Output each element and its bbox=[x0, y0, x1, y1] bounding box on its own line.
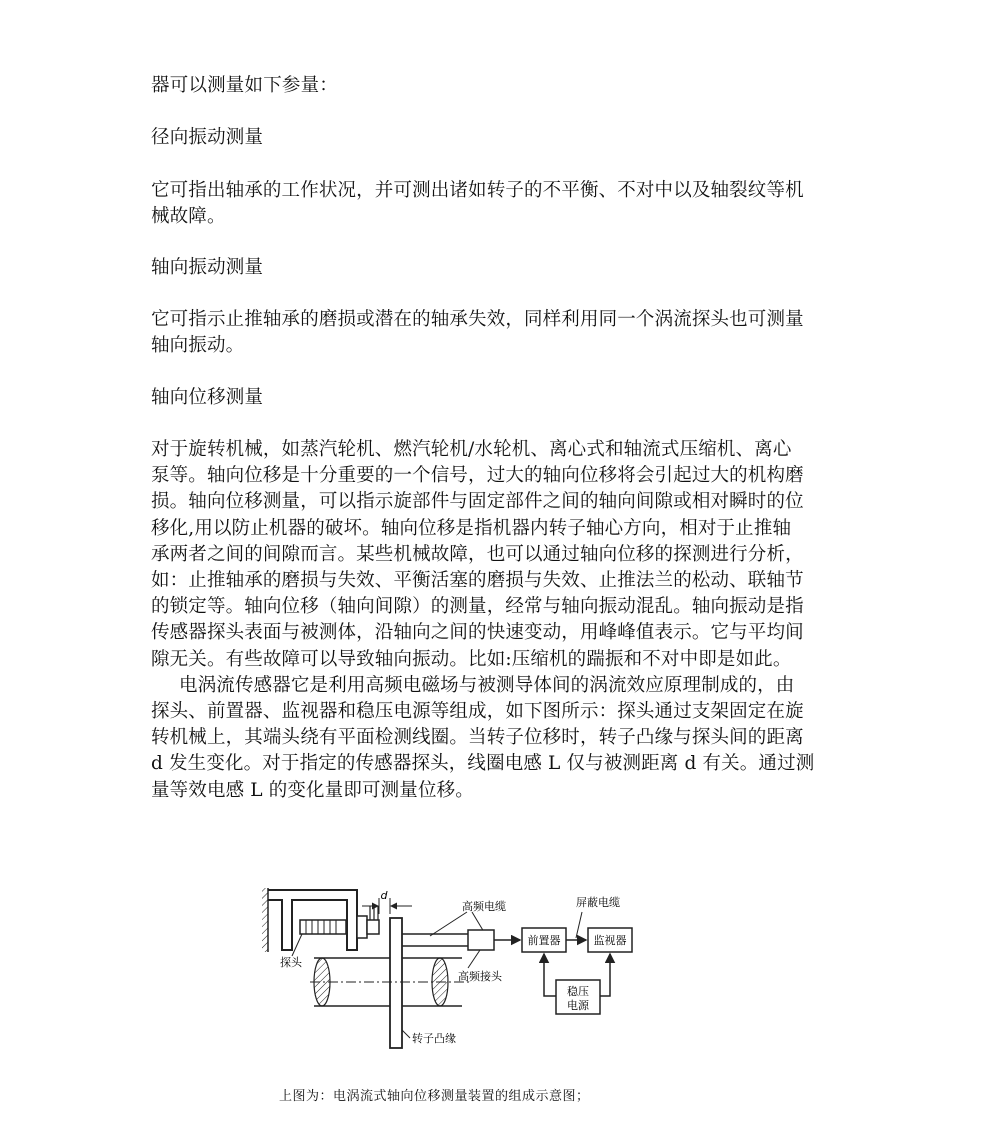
paragraph-line: 移化,用以防止机器的破坏。轴向位移是指机器内转子轴心方向，相对于止推轴 bbox=[151, 517, 792, 539]
intro-line: 器可以测量如下参量： bbox=[151, 75, 339, 96]
label-hf-connector: 高频接头 bbox=[458, 970, 502, 983]
label-rotor-flange: 转子凸缘 bbox=[412, 1032, 456, 1045]
paragraph-line: 转机械上，其端头绕有平面检测线圈。当转子位移时，转子凸缘与探头间的距离 bbox=[151, 727, 804, 749]
section-heading-axial-displacement: 轴向位移测量 bbox=[151, 387, 264, 408]
shield-cable-leader bbox=[576, 912, 582, 938]
section-heading-radial: 径向振动测量 bbox=[151, 127, 264, 148]
paragraph-line-indented: 电涡流传感器它是利用高频电磁场与被测导体间的涡流效应原理制成的，由 bbox=[179, 674, 795, 696]
paragraph-line: 传感器探头表面与被测体，沿轴向之间的快速变动，用峰峰值表示。它与平均间 bbox=[151, 622, 804, 644]
paragraph-line: 隙无关。有些故障可以导致轴向振动。比如:压缩机的踹振和不对中即是如此。 bbox=[151, 648, 792, 670]
hf-connector-leader bbox=[468, 950, 480, 968]
probe bbox=[300, 904, 379, 938]
paragraph-line: 如：止推轴承的磨损与失效、平衡活塞的磨损与失效、止推法兰的松动、联轴节 bbox=[151, 570, 804, 592]
label-d: d bbox=[380, 889, 388, 902]
figure-caption: 上图为：电涡流式轴向位移测量装置的组成示意图； bbox=[279, 1089, 590, 1104]
paragraph-line: 械故障。 bbox=[151, 206, 226, 228]
hf-cable bbox=[402, 912, 520, 946]
paragraph-line: 损。轴向位移测量，可以指示旋部件与固定部件之间的轴向间隙或相对瞬时的位 bbox=[151, 491, 804, 513]
paragraph-line: 它可指示止推轴承的磨损或潜在的轴承失效，同样利用同一个涡流探头也可测量 bbox=[151, 309, 804, 330]
label-monitor: 监视器 bbox=[593, 934, 627, 947]
paragraph-line: 它可指出轴承的工作状况，并可测出诸如转子的不平衡、不对中以及轴裂纹等机 bbox=[151, 180, 804, 201]
label-shield-cable: 屏蔽电缆 bbox=[576, 896, 620, 909]
paragraph-axial-vibration bbox=[151, 307, 843, 359]
label-probe: 探头 bbox=[280, 956, 302, 969]
rotor-flange bbox=[390, 918, 402, 1048]
rotor-flange-leader bbox=[402, 1030, 410, 1038]
paragraph-radial bbox=[151, 178, 843, 230]
paragraph-line: 承两者之间的间隙而言。某些机械故障，也可以通过轴向位移的探测进行分析， bbox=[151, 543, 804, 565]
label-preamp: 前置器 bbox=[527, 934, 561, 947]
paragraph-line: 的锁定等。轴向位移（轴向间隙）的测量，经常与轴向振动混乱。轴向振动是指 bbox=[151, 596, 804, 618]
paragraph-line: 泵等。轴向位移是十分重要的一个信号，过大的轴向位移将会引起过大的机构磨 bbox=[151, 465, 804, 487]
eddy-current-diagram bbox=[262, 884, 642, 1054]
paragraph-line: d 发生变化。对于指定的传感器探头，线圈电感 L 仅与被测距离 d 有关。通过测 bbox=[151, 753, 815, 775]
hf-connector bbox=[468, 930, 494, 950]
paragraph-line: 轴向振动。 bbox=[151, 335, 245, 357]
label-psu-line1: 稳压 bbox=[567, 985, 589, 998]
label-psu-line2: 电源 bbox=[567, 999, 589, 1012]
paragraph-line: 探头、前置器、监视器和稳压电源等组成，如下图所示：探头通过支架固定在旋 bbox=[151, 701, 804, 723]
section-heading-axial-vibration: 轴向振动测量 bbox=[151, 257, 264, 278]
probe-leader bbox=[292, 934, 302, 956]
paragraph-axial-displacement bbox=[151, 437, 843, 804]
paragraph-line: 量等效电感 L 的变化量即可测量位移。 bbox=[151, 779, 474, 801]
label-hf-cable: 高频电缆 bbox=[462, 900, 506, 913]
wall-hatch bbox=[262, 888, 268, 952]
paragraph-line: 对于旋转机械，如蒸汽轮机、燃汽轮机/水轮机、离心式和轴流式压缩机、离心 bbox=[151, 439, 792, 460]
